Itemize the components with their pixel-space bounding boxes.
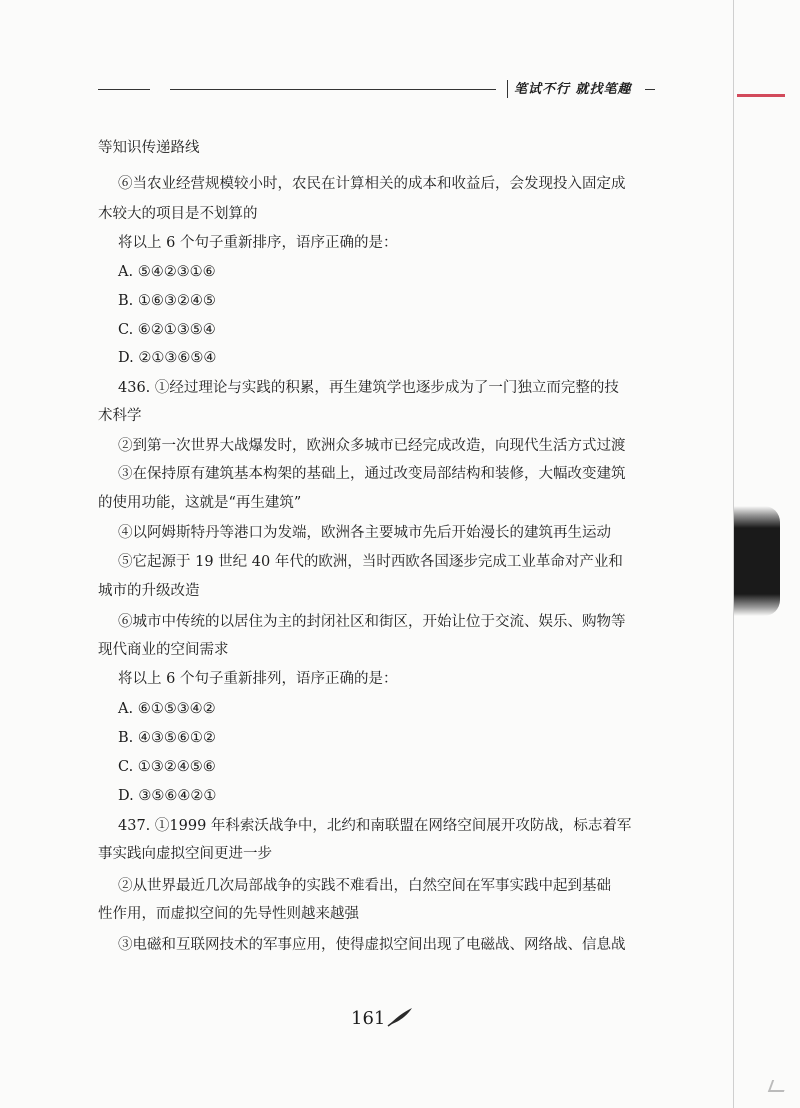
- header-title: 笔试不行 就找笔趣: [514, 82, 632, 97]
- header-rule-gap: [150, 89, 170, 91]
- text-line: ⑥城市中传统的以居住为主的封闭社区和街区，开始让位于交流、娱乐、购物等: [118, 614, 626, 630]
- dark-edge-tab: [734, 506, 780, 616]
- option-a: A. ⑥①⑤③④②: [118, 701, 216, 717]
- question-437: 437. ①1999 年科索沃战争中，北约和南联盟在网络空间展开攻防战，标志着军: [118, 818, 632, 834]
- text-line: 将以上 6 个句子重新排列，语序正确的是：: [118, 671, 398, 687]
- option-c: C. ①③②④⑤⑥: [118, 759, 216, 775]
- text-line: ③在保持原有建筑基本构架的基础上，通过改变局部结构和装修，大幅改变建筑: [118, 466, 626, 482]
- header-rule-tail: [645, 89, 655, 90]
- quill-icon: [386, 1006, 414, 1028]
- text-line: 事实践向虚拟空间更进一步: [98, 846, 272, 862]
- text-line: 将以上 6 个句子重新排序，语序正确的是：: [118, 235, 398, 251]
- text-line: 木较大的项目是不划算的: [98, 206, 258, 222]
- text-line: 的使用功能，这就是“再生建筑”: [98, 495, 302, 511]
- text-line: 等知识传递路线: [98, 140, 200, 156]
- text-line: 城市的升级改造: [98, 583, 200, 599]
- text-line: ④以阿姆斯特丹等港口为发端，欧洲各主要城市先后开始漫长的建筑再生运动: [118, 525, 611, 541]
- corner-mark: [768, 1080, 788, 1092]
- option-b: B. ①⑥③②④⑤: [118, 293, 216, 309]
- question-436: 436. ①经过理论与实践的积累，再生建筑学也逐步成为了一门独立而完整的技: [118, 380, 619, 396]
- text-line: 现代商业的空间需求: [98, 642, 229, 658]
- text-line: ⑥当农业经营规模较小时，农民在计算相关的成本和收益后，会发现投入固定成: [118, 176, 626, 192]
- text-line: ③电磁和互联网技术的军事应用，使得虚拟空间出现了电磁战、网络战、信息战: [118, 937, 626, 953]
- text-line: 术科学: [98, 408, 142, 424]
- text-line: ②到第一次世界大战爆发时，欧洲众多城市已经完成改造，向现代生活方式过渡: [118, 438, 626, 454]
- option-b: B. ④③⑤⑥①②: [118, 730, 216, 746]
- option-d: D. ②①③⑥⑤④: [118, 350, 217, 366]
- text-line: ②从世界最近几次局部战争的实践不难看出，白然空间在军事实践中起到基础: [118, 878, 611, 894]
- text-line: ⑤它起源于 19 世纪 40 年代的欧洲，当时西欧各国逐步完成工业革命对产业和: [118, 554, 623, 570]
- option-a: A. ⑤④②③①⑥: [118, 264, 216, 280]
- option-c: C. ⑥②①③⑤④: [118, 322, 216, 338]
- page-number: 161: [351, 1008, 386, 1029]
- option-d: D. ③⑤⑥④②①: [118, 788, 217, 804]
- red-edge-tab: [737, 94, 785, 97]
- text-line: 性作用，而虚拟空间的先导性则越来越强: [98, 906, 359, 922]
- header-separator: [507, 80, 508, 98]
